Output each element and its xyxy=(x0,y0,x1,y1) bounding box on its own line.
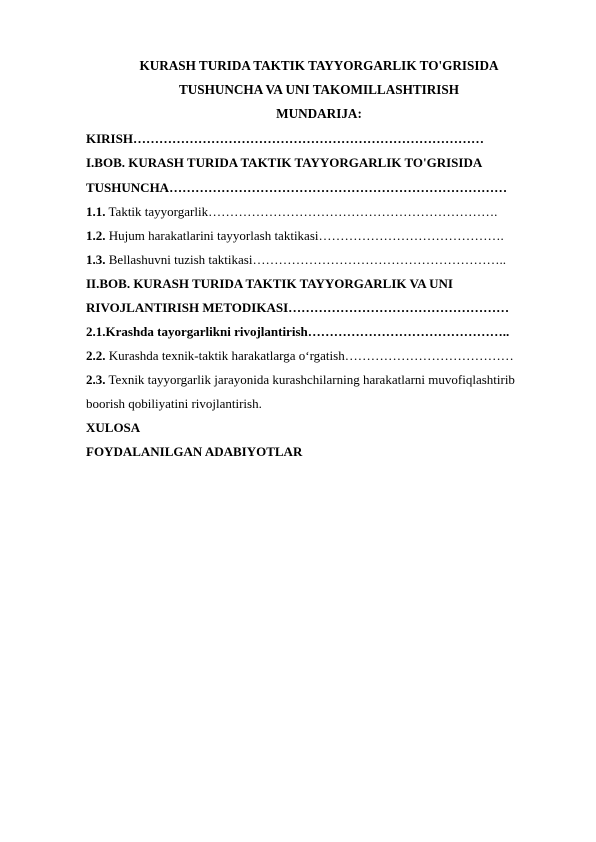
toc-entry-2-2 xyxy=(86,348,556,364)
document-title-line-2: TUSHUNCHA VA UNI TAKOMILLASHTIRISH xyxy=(178,82,460,97)
toc-entry-2-3-continuation: boorish qobiliyatini rivojlantirish. xyxy=(86,396,262,411)
toc-entry-text: Taktik tayyorgarlik…………………………………………………………. xyxy=(105,204,498,219)
toc-entry-1-3 xyxy=(86,252,556,268)
toc-entry-chapter-1-line-1: I.BOB. KURASH TURIDA TAKTIK TAYYORGARLIK TO'GRISIDA xyxy=(86,155,483,170)
toc-entry-text: Hujum harakatlarini tayyorlash taktikasi……………………………………. xyxy=(105,228,504,243)
toc-entry-text: Bellashuvni tuzish taktikasi………………………………………………….. xyxy=(105,252,506,267)
toc-entry-number: 2.2. xyxy=(86,348,106,363)
toc-entry-number: 1.1. xyxy=(86,204,106,219)
toc-entry-number: 2.3. xyxy=(86,372,106,387)
toc-entry-1-2 xyxy=(86,228,556,244)
toc-heading: MUNDARIJA: xyxy=(276,106,362,121)
toc-entry-chapter-2-line-2: RIVOJLANTIRISH METODIKASI…………………………………………… xyxy=(86,300,510,315)
toc-entry-chapter-1-line-2: TUSHUNCHA…………………………………………………………………… xyxy=(86,180,508,195)
toc-entry-kirish: KIRISH……………………………………………………………………… xyxy=(86,131,484,146)
toc-entry-text: Kurashda texnik-taktik harakatlarga o‘rgatish………………………………… xyxy=(105,348,514,363)
toc-entry-1-1 xyxy=(86,204,556,220)
toc-entry-chapter-2-line-1: II.BOB. KURASH TURIDA TAKTIK TAYYORGARLIK VA UNI xyxy=(86,276,453,291)
document-title-line-1: KURASH TURIDA TAKTIK TAYYORGARLIK TO'GRISIDA xyxy=(139,58,499,73)
toc-entry-2-3 xyxy=(86,372,556,388)
toc-entry-number: 1.2. xyxy=(86,228,106,243)
toc-entry-references: FOYDALANILGAN ADABIYOTLAR xyxy=(86,444,303,459)
toc-entry-text: Texnik tayyorgarlik jarayonida kurashchilarning harakatlarni muvofiqlashtirib xyxy=(105,372,515,387)
toc-entry-xulosa: XULOSA xyxy=(86,420,141,435)
toc-entry-2-1: 2.1.Krashda tayorgarlikni rivojlantirish……………………………………….. xyxy=(86,324,510,339)
toc-entry-number: 1.3. xyxy=(86,252,106,267)
